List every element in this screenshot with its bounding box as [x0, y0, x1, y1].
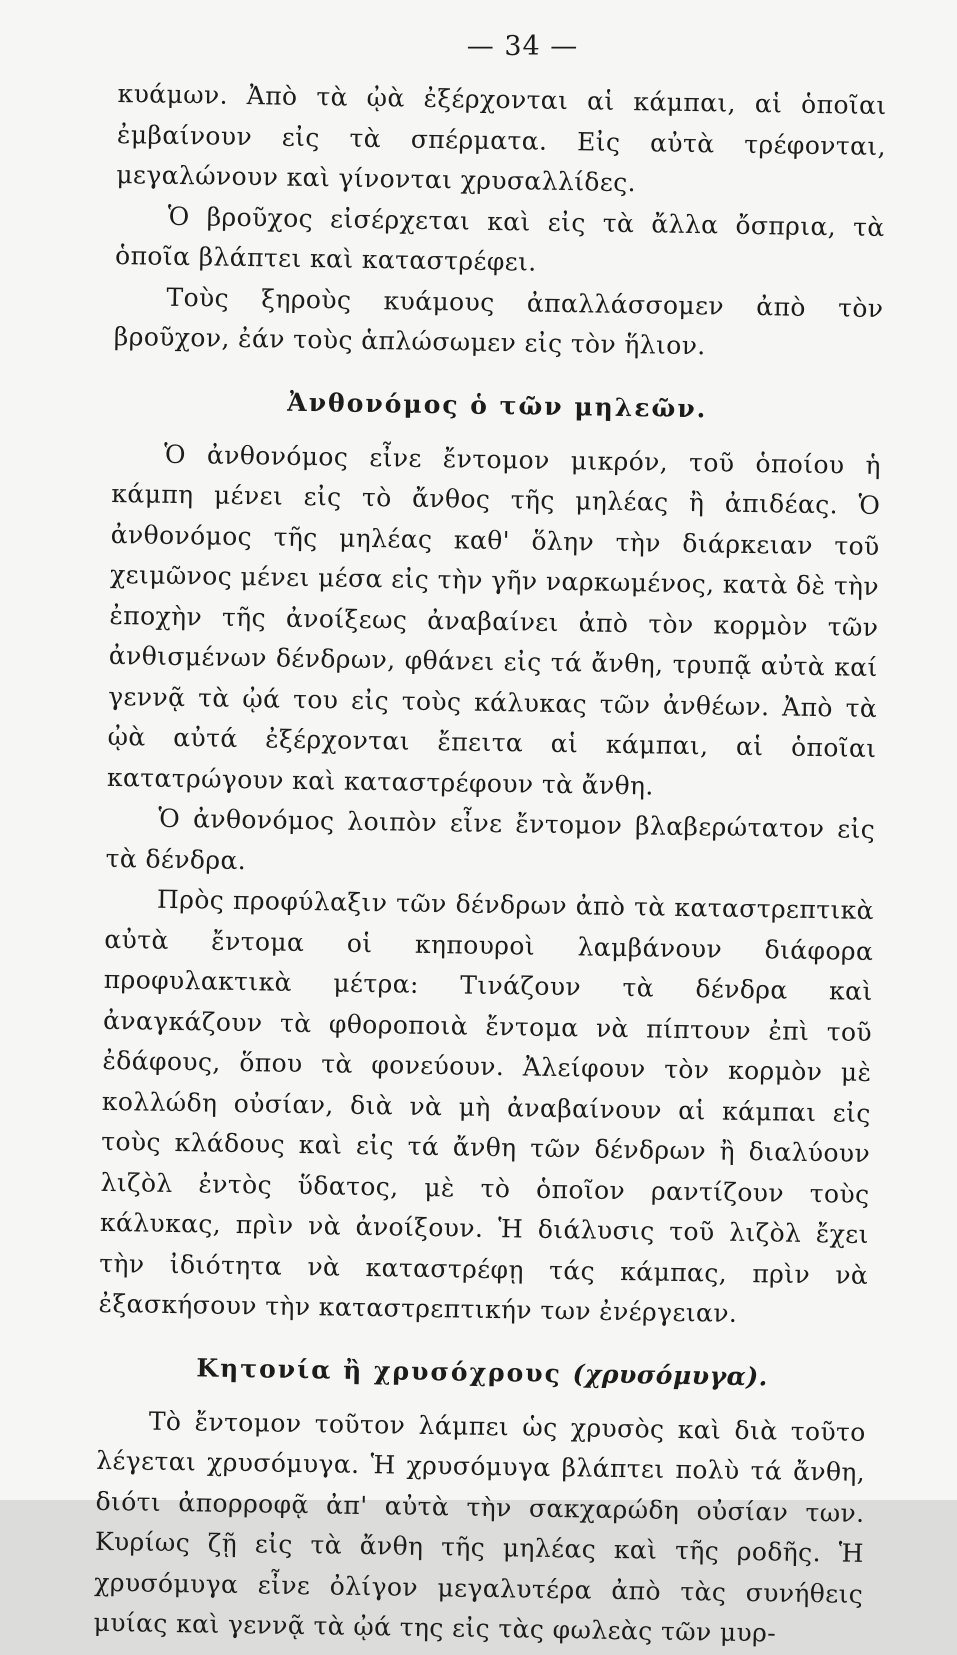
section-heading-subtitle: (χρυσόμυγα). [572, 1358, 769, 1391]
paragraph: κυάμων. Ἀπὸ τὰ ᾠὰ ἐξέρχονται αἱ κάμπαι, αἱ ὁποῖαι ἐμβαίνουν εἰς τὰ σπέρματα. Εἰς αὐτὰ τρέφονται, μεγαλώνουν καὶ γίνονται χρυσαλλίδες. [116, 78, 887, 198]
page-number: — 34 — [466, 31, 579, 62]
paragraph: Ὁ ἀνθονόμος λοιπὸν εἶνε ἔντομον βλαβερώτατον εἰς τὰ δένδρα. [105, 803, 876, 875]
paragraph: Πρὸς προφύλαξιν τῶν δένδρων ἀπὸ τὰ καταστρεπτικὰ αὐτὰ ἔντομα οἱ κηπουροὶ λαμβάνουν διάφορα προφυλακτικὰ μέτρα: Τινάζουν τὰ δένδρα καὶ ἀναγκάζουν τὰ φθοροποιὰ ἔντομα νὰ πίπτουν ἐπὶ τοῦ ἐδάφους, ὅπου τὰ φονεύουν. Ἀλείφουν τὸν κορμὸν μὲ κολλώδη οὐσίαν, διὰ νὰ μὴ ἀναβαίνουν αἱ κάμπαι εἰς τοὺς κλάδους καὶ εἰς τά ἄνθη τῶν δένδρων ἢ διαλύουν λιζὸλ ἐντὸς ὕδατος, μὲ τὸ ὁποῖον ραντίζουν τοὺς κάλυκας, πρὶν νὰ ἀνοίξουν. Ἡ διάλυσις τοῦ λιζὸλ ἔχει τὴν ἰδιότητα νὰ καταστρέφῃ τάς κάμπας, πρὶν νὰ ἐξασκήσουν τὴν καταστρεπτικήν των ἐνέργειαν. [98, 884, 875, 1328]
section-heading-title: Κητονία ἢ χρυσόχρους [196, 1352, 563, 1388]
paragraph: Ὁ βροῦχος εἰσέρχεται καὶ εἰς τὰ ἄλλα ὄσπρια, τὰ ὁποῖα βλάπτει καὶ καταστρέφει. [114, 201, 885, 277]
paragraph: Ὁ ἀνθονόμος εἶνε ἔντομον μικρόν, τοῦ ὁποίου ἡ κάμπη μένει εἰς τὸ ἄνθος τῆς μηλέας ἢ ἀπιδέας. Ὁ ἀνθονόμος τῆς μηλέας καθ' ὅλην τὴν διάρκειαν τοῦ χειμῶνος μένει μέσα εἰς τὴν γῆν ναρκωμένος, κατὰ δὲ τὴν ἐποχὴν τῆς ἀνοίξεως ἀναβαίνει ἀπὸ τὸν κορμὸν τῶν ἀνθισμένων δένδρων, φθάνει εἰς τά ἄνθη, τρυπᾷ αὐτὰ καί γεννᾷ τὰ ᾠά του εἰς τοὺς κάλυκας τῶν ἀνθέων. Ἀπὸ τὰ ᾠὰ αὐτά ἐξέρχονται ἔπειτα αἱ κάμπαι, αἱ ὁποῖαι κατατρώγουν καὶ καταστρέφουν τὰ ἄνθη. [106, 439, 882, 801]
body-text [93, 74, 887, 1655]
paragraph: Τοὺς ξηροὺς κυάμους ἀπαλλάσσομεν ἀπὸ τὸν βροῦχον, ἐάν τοὺς ἁπλώσωμεν εἰς τὸν ἥλιον. [113, 282, 884, 361]
section-heading: Ἀνθονόμος ὁ τῶν μηλεῶν. [287, 387, 708, 423]
paragraph: Τὸ ἔντομον τοῦτον λάμπει ὡς χρυσὸς καὶ διὰ τοῦτο λέγεται χρυσόμυγα. Ἡ χρυσόμυγα βλάπτει πολὺ τά ἄνθη, διότι ἀπορροφᾷ ἀπ' αὐτὰ τὴν σακχαρώδη οὐσίαν των. Κυρίως ζῇ εἰς τὰ ἄνθη τῆς μηλέας καὶ τῆς ροδῆς. Ἡ χρυσόμυγα εἶνε ὀλίγον μεγαλυτέρα ἀπὸ τὰς συνήθεις μυίας καὶ γεννᾷ τὰ ᾠά της εἰς τὰς φωλεὰς τῶν μυρ- [93, 1406, 866, 1648]
section-heading [97, 1346, 867, 1398]
